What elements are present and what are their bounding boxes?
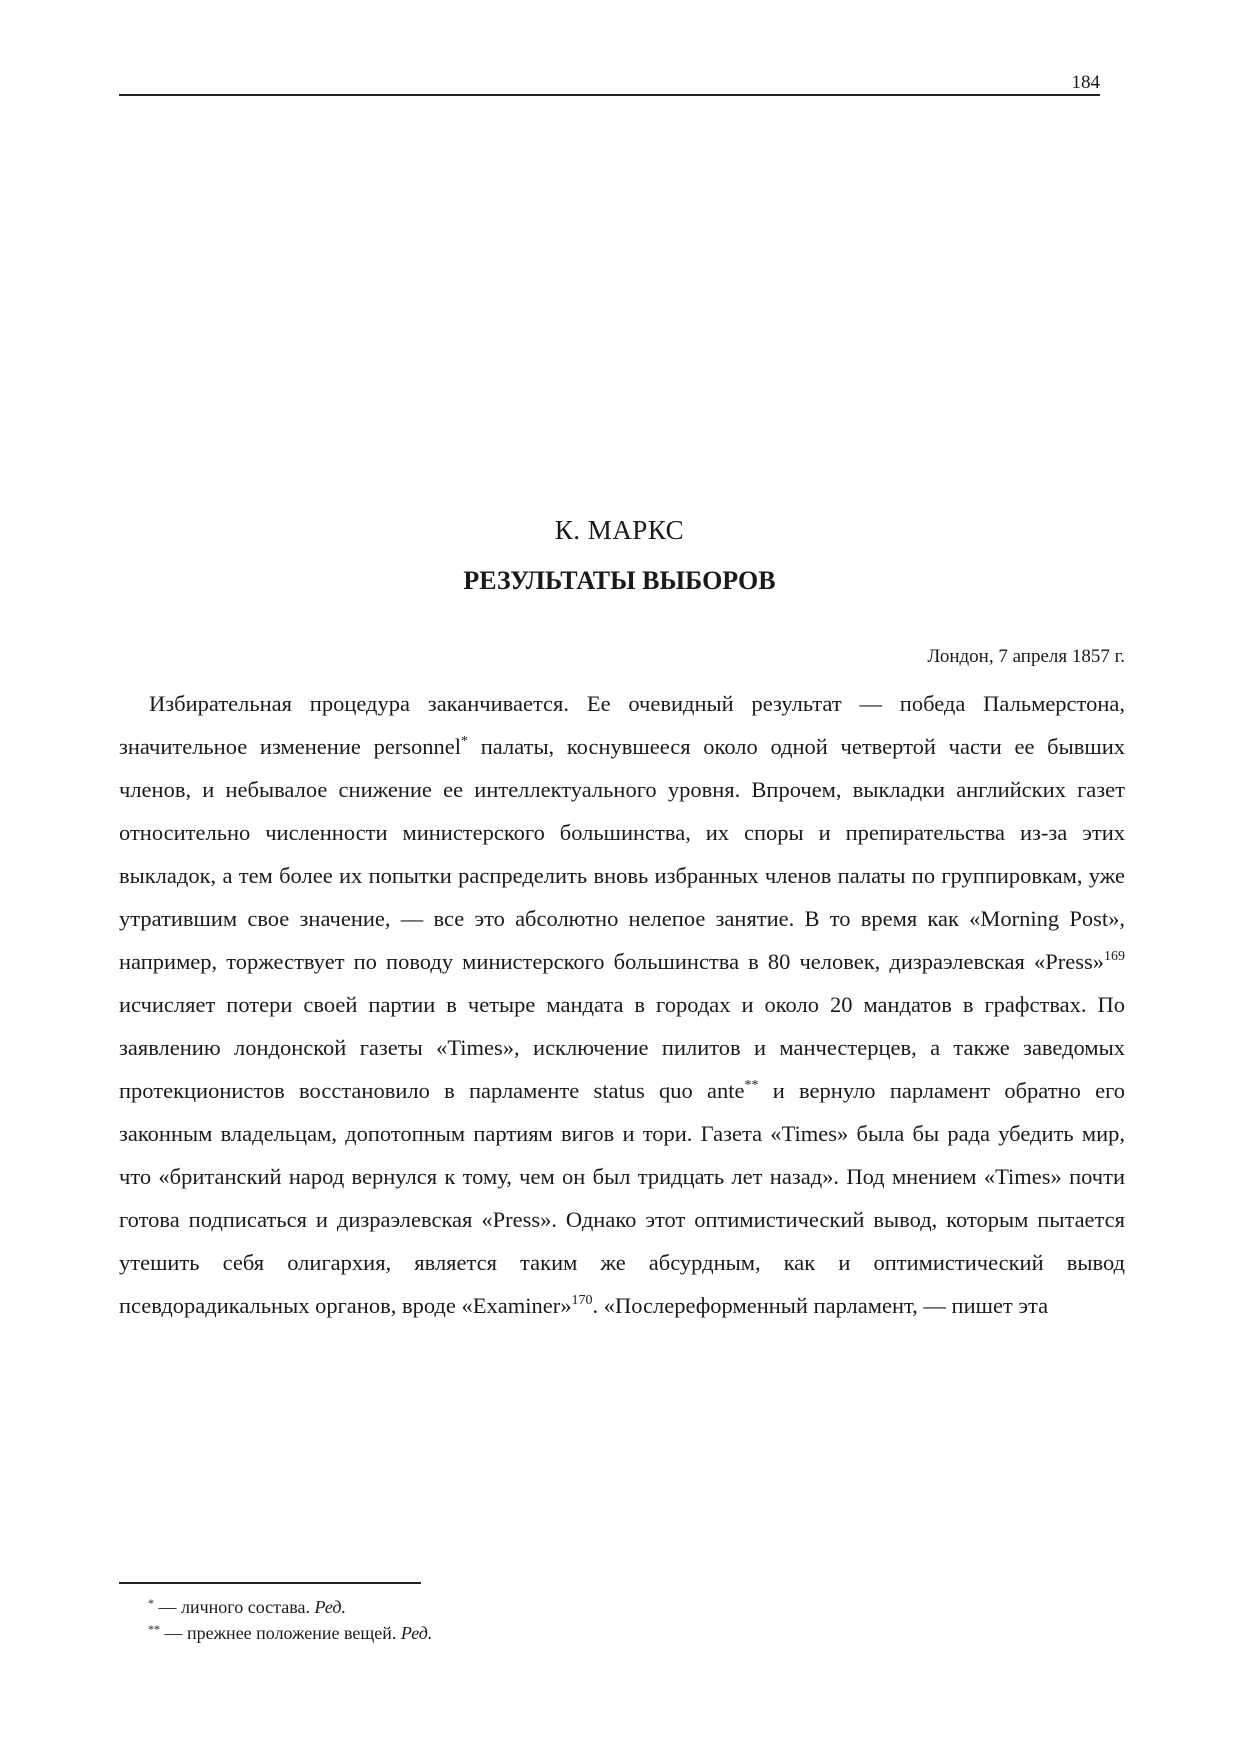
footnote (148, 1620, 1048, 1646)
footnote-separator (119, 1582, 421, 1584)
footnote-editor: Ред. (314, 1597, 346, 1617)
footnote-text: — прежнее положение вещей. (160, 1623, 401, 1643)
page-number: 184 (1071, 72, 1100, 93)
body-segment: и вернуло парламент обратно его законным владельцам, допотопным партиям вигов и тори. Газета «Times» была бы рада убедить мир, что «британский народ вернулся к тому, чем он был тридцать лет назад». Под мнением «Times» почти готова подписаться и дизраэлевская «Press». Однако этот оптимистический вывод, которым пытается утешить себя олигархия, является таким же абсурдным, как и оптимистический вывод псевдорадикальных органов, вроде «Examiner» (119, 1078, 1125, 1318)
article-dateline: Лондон, 7 апреля 1857 г. (927, 646, 1125, 667)
body-segment: Избирательная процедура заканчивается. Ее очевидный результат — победа Пальмерстона, значительное изменение personnel (119, 691, 1125, 759)
footnote-mark: * (148, 1596, 154, 1610)
article-title: РЕЗУЛЬТАТЫ ВЫБОРОВ (463, 566, 776, 595)
footnote-text: — личного состава. (154, 1597, 315, 1617)
body-segment: палаты, коснувшееся около одной четвертой части ее бывших членов, и небывалое снижение ее интеллектуального уровня. Впрочем, выкладки английских газет относительно численности министерского большинства, их споры и препирательства из-за этих выкладок, а тем более их попытки распределить вновь избранных членов палаты по группировкам, уже утратившим свое значение, — все это абсолютно нелепое занятие. В то время как «Morning Post», например, торжествует по поводу министерского большинства в 80 человек, дизраэлевская «Press» (119, 734, 1125, 974)
footnote (148, 1594, 1048, 1620)
footnote-ref: ** (744, 1078, 759, 1093)
article-body (119, 682, 1125, 1327)
footnote-mark: ** (148, 1622, 160, 1636)
footnote-ref: * (461, 734, 469, 749)
note-ref: 169 (1104, 949, 1125, 964)
article-author: К. МАРКС (554, 515, 685, 545)
body-segment: . «Послереформенный парламент, — пишет эта (592, 1293, 1049, 1318)
note-ref: 170 (571, 1293, 593, 1308)
header-rule (119, 94, 1100, 96)
body-segment: исчисляет потери своей партии в четыре мандата в городах и около 20 мандатов в графствах. По заявлению лондонской газеты «Times», исключение пилитов и манчестерцев, а также заведомых протекционистов восстановило в парламенте status quo ante (119, 992, 1125, 1103)
footnote-editor: Ред. (400, 1623, 433, 1643)
footnotes (148, 1594, 1048, 1646)
